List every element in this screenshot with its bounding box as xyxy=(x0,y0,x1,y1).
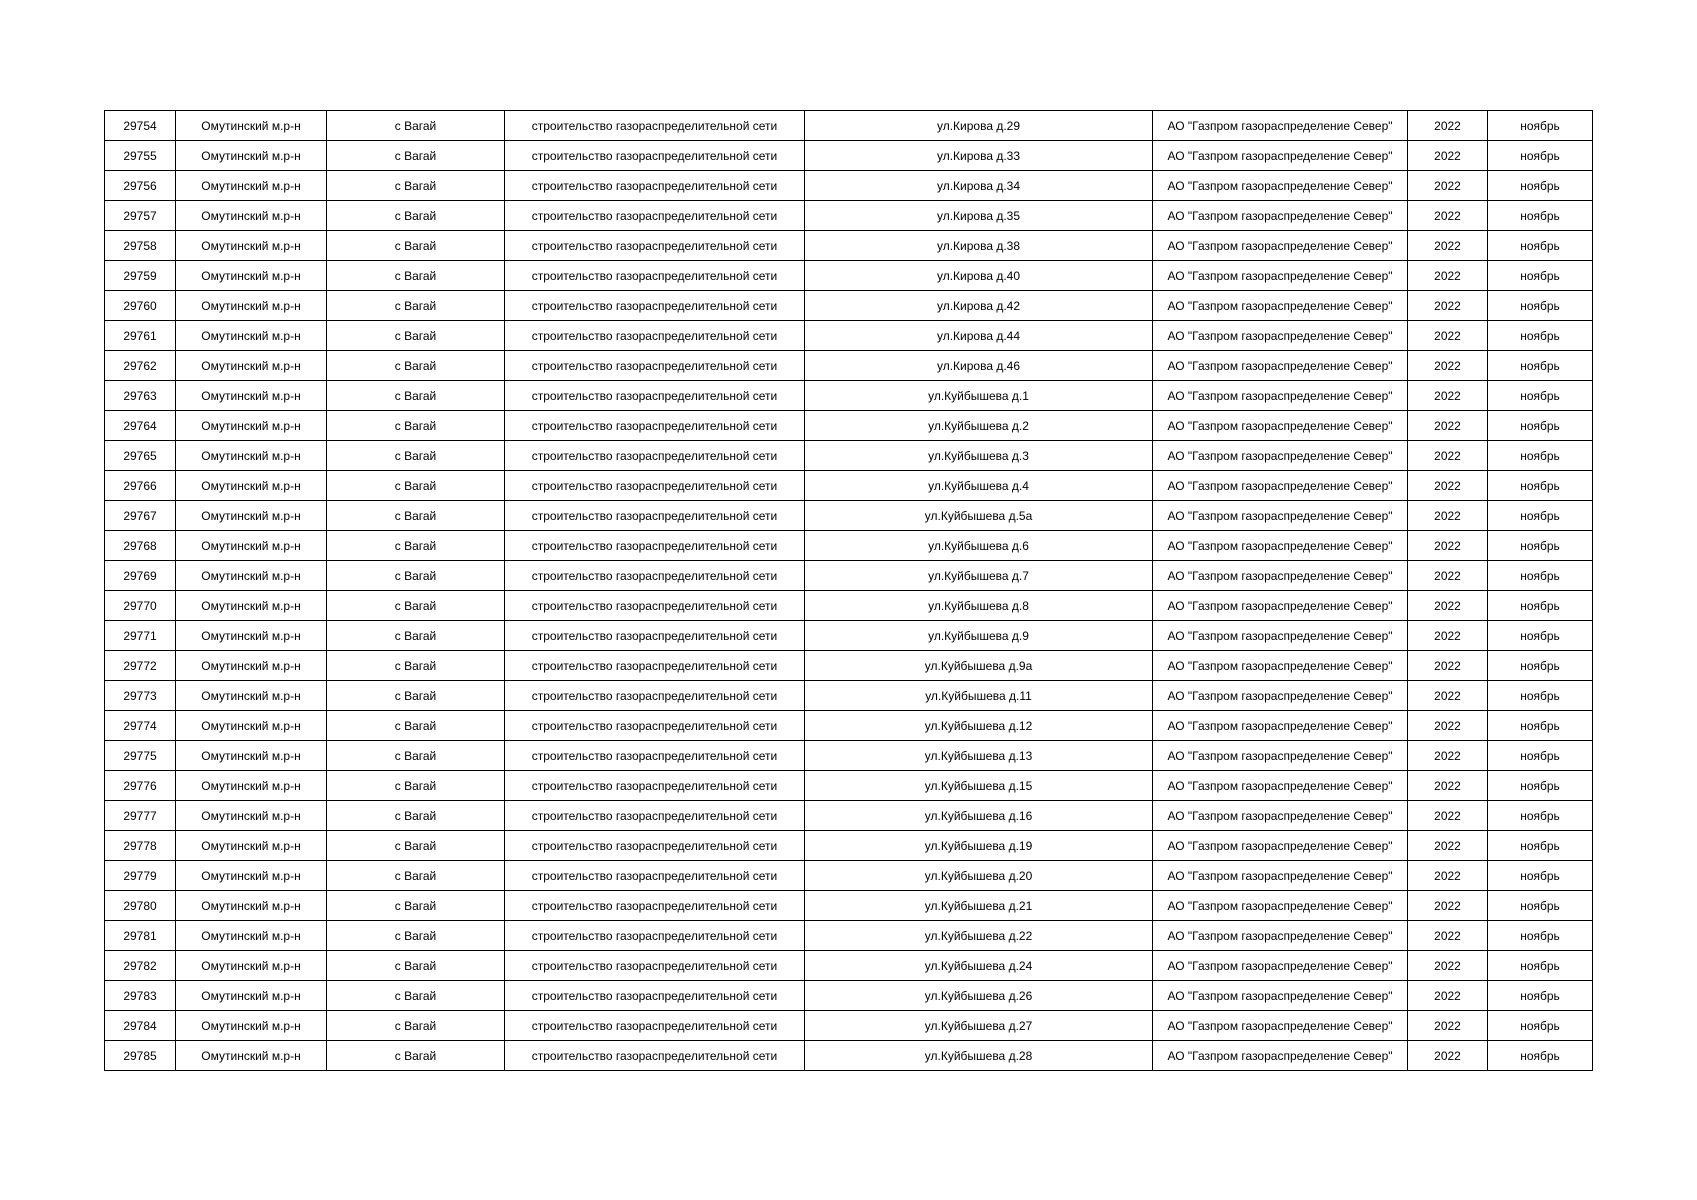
month-cell: ноябрь xyxy=(1488,1041,1593,1071)
month-cell: ноябрь xyxy=(1488,441,1593,471)
year-cell: 2022 xyxy=(1408,531,1488,561)
work-type-cell: строительство газораспределительной сети xyxy=(505,141,805,171)
address-cell: ул.Куйбышева д.9а xyxy=(805,651,1153,681)
work-type-cell: строительство газораспределительной сети xyxy=(505,261,805,291)
district-cell: Омутинский м.р-н xyxy=(176,921,327,951)
settlement-cell: с Вагай xyxy=(327,381,505,411)
month-cell: ноябрь xyxy=(1488,951,1593,981)
record-number-cell: 29780 xyxy=(105,891,176,921)
address-cell: ул.Куйбышева д.1 xyxy=(805,381,1153,411)
district-cell: Омутинский м.р-н xyxy=(176,261,327,291)
year-cell: 2022 xyxy=(1408,951,1488,981)
year-cell: 2022 xyxy=(1408,711,1488,741)
district-cell: Омутинский м.р-н xyxy=(176,321,327,351)
settlement-cell: с Вагай xyxy=(327,621,505,651)
month-cell: ноябрь xyxy=(1488,201,1593,231)
work-type-cell: строительство газораспределительной сети xyxy=(505,441,805,471)
work-type-cell: строительство газораспределительной сети xyxy=(505,651,805,681)
table-row xyxy=(105,231,1593,261)
record-number-cell: 29756 xyxy=(105,171,176,201)
record-number-cell: 29778 xyxy=(105,831,176,861)
work-type-cell: строительство газораспределительной сети xyxy=(505,681,805,711)
work-type-cell: строительство газораспределительной сети xyxy=(505,1011,805,1041)
year-cell: 2022 xyxy=(1408,621,1488,651)
month-cell: ноябрь xyxy=(1488,981,1593,1011)
month-cell: ноябрь xyxy=(1488,471,1593,501)
organization-cell: АО "Газпром газораспределение Север" xyxy=(1153,381,1408,411)
table-row xyxy=(105,951,1593,981)
district-cell: Омутинский м.р-н xyxy=(176,861,327,891)
address-cell: ул.Кирова д.42 xyxy=(805,291,1153,321)
record-number-cell: 29784 xyxy=(105,1011,176,1041)
organization-cell: АО "Газпром газораспределение Север" xyxy=(1153,291,1408,321)
address-cell: ул.Куйбышева д.6 xyxy=(805,531,1153,561)
year-cell: 2022 xyxy=(1408,171,1488,201)
record-number-cell: 29762 xyxy=(105,351,176,381)
record-number-cell: 29760 xyxy=(105,291,176,321)
table-row xyxy=(105,861,1593,891)
table-row xyxy=(105,801,1593,831)
organization-cell: АО "Газпром газораспределение Север" xyxy=(1153,951,1408,981)
month-cell: ноябрь xyxy=(1488,891,1593,921)
organization-cell: АО "Газпром газораспределение Север" xyxy=(1153,891,1408,921)
year-cell: 2022 xyxy=(1408,501,1488,531)
organization-cell: АО "Газпром газораспределение Север" xyxy=(1153,771,1408,801)
year-cell: 2022 xyxy=(1408,591,1488,621)
district-cell: Омутинский м.р-н xyxy=(176,171,327,201)
district-cell: Омутинский м.р-н xyxy=(176,411,327,441)
district-cell: Омутинский м.р-н xyxy=(176,501,327,531)
table-row xyxy=(105,141,1593,171)
table-row xyxy=(105,321,1593,351)
record-number-cell: 29775 xyxy=(105,741,176,771)
table-row xyxy=(105,681,1593,711)
table-row xyxy=(105,381,1593,411)
work-type-cell: строительство газораспределительной сети xyxy=(505,531,805,561)
year-cell: 2022 xyxy=(1408,921,1488,951)
address-cell: ул.Куйбышева д.12 xyxy=(805,711,1153,741)
address-cell: ул.Кирова д.35 xyxy=(805,201,1153,231)
work-type-cell: строительство газораспределительной сети xyxy=(505,711,805,741)
address-cell: ул.Куйбышева д.7 xyxy=(805,561,1153,591)
record-number-cell: 29765 xyxy=(105,441,176,471)
month-cell: ноябрь xyxy=(1488,291,1593,321)
year-cell: 2022 xyxy=(1408,321,1488,351)
organization-cell: АО "Газпром газораспределение Север" xyxy=(1153,831,1408,861)
settlement-cell: с Вагай xyxy=(327,921,505,951)
month-cell: ноябрь xyxy=(1488,861,1593,891)
work-type-cell: строительство газораспределительной сети xyxy=(505,171,805,201)
table-row xyxy=(105,651,1593,681)
organization-cell: АО "Газпром газораспределение Север" xyxy=(1153,561,1408,591)
address-cell: ул.Кирова д.44 xyxy=(805,321,1153,351)
organization-cell: АО "Газпром газораспределение Север" xyxy=(1153,1041,1408,1071)
table-row xyxy=(105,561,1593,591)
address-cell: ул.Куйбышева д.8 xyxy=(805,591,1153,621)
settlement-cell: с Вагай xyxy=(327,801,505,831)
month-cell: ноябрь xyxy=(1488,801,1593,831)
table-row xyxy=(105,111,1593,141)
year-cell: 2022 xyxy=(1408,411,1488,441)
address-cell: ул.Куйбышева д.4 xyxy=(805,471,1153,501)
year-cell: 2022 xyxy=(1408,201,1488,231)
organization-cell: АО "Газпром газораспределение Север" xyxy=(1153,621,1408,651)
settlement-cell: с Вагай xyxy=(327,441,505,471)
organization-cell: АО "Газпром газораспределение Север" xyxy=(1153,651,1408,681)
settlement-cell: с Вагай xyxy=(327,711,505,741)
district-cell: Омутинский м.р-н xyxy=(176,471,327,501)
district-cell: Омутинский м.р-н xyxy=(176,291,327,321)
organization-cell: АО "Газпром газораспределение Север" xyxy=(1153,861,1408,891)
settlement-cell: с Вагай xyxy=(327,321,505,351)
organization-cell: АО "Газпром газораспределение Север" xyxy=(1153,1011,1408,1041)
settlement-cell: с Вагай xyxy=(327,891,505,921)
organization-cell: АО "Газпром газораспределение Север" xyxy=(1153,711,1408,741)
month-cell: ноябрь xyxy=(1488,681,1593,711)
work-type-cell: строительство газораспределительной сети xyxy=(505,411,805,441)
address-cell: ул.Куйбышева д.13 xyxy=(805,741,1153,771)
year-cell: 2022 xyxy=(1408,111,1488,141)
table-row xyxy=(105,831,1593,861)
work-type-cell: строительство газораспределительной сети xyxy=(505,351,805,381)
month-cell: ноябрь xyxy=(1488,741,1593,771)
work-type-cell: строительство газораспределительной сети xyxy=(505,591,805,621)
work-type-cell: строительство газораспределительной сети xyxy=(505,921,805,951)
work-type-cell: строительство газораспределительной сети xyxy=(505,201,805,231)
month-cell: ноябрь xyxy=(1488,831,1593,861)
address-cell: ул.Куйбышева д.11 xyxy=(805,681,1153,711)
year-cell: 2022 xyxy=(1408,291,1488,321)
district-cell: Омутинский м.р-н xyxy=(176,561,327,591)
record-number-cell: 29782 xyxy=(105,951,176,981)
year-cell: 2022 xyxy=(1408,141,1488,171)
organization-cell: АО "Газпром газораспределение Север" xyxy=(1153,141,1408,171)
table-row xyxy=(105,441,1593,471)
settlement-cell: с Вагай xyxy=(327,861,505,891)
table-row xyxy=(105,351,1593,381)
record-number-cell: 29764 xyxy=(105,411,176,441)
organization-cell: АО "Газпром газораспределение Север" xyxy=(1153,111,1408,141)
district-cell: Омутинский м.р-н xyxy=(176,1041,327,1071)
address-cell: ул.Куйбышева д.21 xyxy=(805,891,1153,921)
year-cell: 2022 xyxy=(1408,351,1488,381)
district-cell: Омутинский м.р-н xyxy=(176,591,327,621)
address-cell: ул.Кирова д.33 xyxy=(805,141,1153,171)
month-cell: ноябрь xyxy=(1488,171,1593,201)
table-row xyxy=(105,501,1593,531)
address-cell: ул.Куйбышева д.27 xyxy=(805,1011,1153,1041)
table-row xyxy=(105,291,1593,321)
settlement-cell: с Вагай xyxy=(327,531,505,561)
settlement-cell: с Вагай xyxy=(327,1011,505,1041)
district-cell: Омутинский м.р-н xyxy=(176,441,327,471)
record-number-cell: 29767 xyxy=(105,501,176,531)
work-type-cell: строительство газораспределительной сети xyxy=(505,951,805,981)
record-number-cell: 29779 xyxy=(105,861,176,891)
settlement-cell: с Вагай xyxy=(327,561,505,591)
address-cell: ул.Кирова д.34 xyxy=(805,171,1153,201)
table-row xyxy=(105,591,1593,621)
settlement-cell: с Вагай xyxy=(327,261,505,291)
district-cell: Омутинский м.р-н xyxy=(176,681,327,711)
address-cell: ул.Куйбышева д.3 xyxy=(805,441,1153,471)
table-row xyxy=(105,621,1593,651)
address-cell: ул.Куйбышева д.26 xyxy=(805,981,1153,1011)
settlement-cell: с Вагай xyxy=(327,501,505,531)
month-cell: ноябрь xyxy=(1488,531,1593,561)
settlement-cell: с Вагай xyxy=(327,741,505,771)
month-cell: ноябрь xyxy=(1488,771,1593,801)
record-number-cell: 29770 xyxy=(105,591,176,621)
address-cell: ул.Кирова д.29 xyxy=(805,111,1153,141)
year-cell: 2022 xyxy=(1408,1011,1488,1041)
month-cell: ноябрь xyxy=(1488,321,1593,351)
organization-cell: АО "Газпром газораспределение Север" xyxy=(1153,231,1408,261)
table-row xyxy=(105,411,1593,441)
address-cell: ул.Куйбышева д.2 xyxy=(805,411,1153,441)
organization-cell: АО "Газпром газораспределение Север" xyxy=(1153,171,1408,201)
table-row xyxy=(105,741,1593,771)
record-number-cell: 29758 xyxy=(105,231,176,261)
table-body xyxy=(105,111,1593,1071)
year-cell: 2022 xyxy=(1408,441,1488,471)
data-table xyxy=(104,110,1593,1071)
work-type-cell: строительство газораспределительной сети xyxy=(505,471,805,501)
settlement-cell: с Вагай xyxy=(327,1041,505,1071)
settlement-cell: с Вагай xyxy=(327,651,505,681)
work-type-cell: строительство газораспределительной сети xyxy=(505,861,805,891)
organization-cell: АО "Газпром газораспределение Север" xyxy=(1153,741,1408,771)
record-number-cell: 29757 xyxy=(105,201,176,231)
year-cell: 2022 xyxy=(1408,561,1488,591)
table-row xyxy=(105,531,1593,561)
address-cell: ул.Куйбышева д.20 xyxy=(805,861,1153,891)
record-number-cell: 29776 xyxy=(105,771,176,801)
table-row xyxy=(105,921,1593,951)
organization-cell: АО "Газпром газораспределение Север" xyxy=(1153,441,1408,471)
year-cell: 2022 xyxy=(1408,801,1488,831)
address-cell: ул.Куйбышева д.28 xyxy=(805,1041,1153,1071)
year-cell: 2022 xyxy=(1408,741,1488,771)
settlement-cell: с Вагай xyxy=(327,981,505,1011)
table-row xyxy=(105,471,1593,501)
settlement-cell: с Вагай xyxy=(327,351,505,381)
table-row xyxy=(105,981,1593,1011)
record-number-cell: 29785 xyxy=(105,1041,176,1071)
month-cell: ноябрь xyxy=(1488,111,1593,141)
organization-cell: АО "Газпром газораспределение Север" xyxy=(1153,531,1408,561)
year-cell: 2022 xyxy=(1408,651,1488,681)
month-cell: ноябрь xyxy=(1488,351,1593,381)
year-cell: 2022 xyxy=(1408,861,1488,891)
organization-cell: АО "Газпром газораспределение Север" xyxy=(1153,981,1408,1011)
organization-cell: АО "Газпром газораспределение Север" xyxy=(1153,801,1408,831)
year-cell: 2022 xyxy=(1408,1041,1488,1071)
month-cell: ноябрь xyxy=(1488,561,1593,591)
table-row xyxy=(105,201,1593,231)
organization-cell: АО "Газпром газораспределение Север" xyxy=(1153,411,1408,441)
district-cell: Омутинский м.р-н xyxy=(176,351,327,381)
organization-cell: АО "Газпром газораспределение Север" xyxy=(1153,921,1408,951)
record-number-cell: 29771 xyxy=(105,621,176,651)
record-number-cell: 29772 xyxy=(105,651,176,681)
work-type-cell: строительство газораспределительной сети xyxy=(505,381,805,411)
work-type-cell: строительство газораспределительной сети xyxy=(505,741,805,771)
district-cell: Омутинский м.р-н xyxy=(176,981,327,1011)
organization-cell: АО "Газпром газораспределение Север" xyxy=(1153,351,1408,381)
table-row xyxy=(105,771,1593,801)
year-cell: 2022 xyxy=(1408,981,1488,1011)
work-type-cell: строительство газораспределительной сети xyxy=(505,981,805,1011)
table-row xyxy=(105,1011,1593,1041)
address-cell: ул.Кирова д.46 xyxy=(805,351,1153,381)
year-cell: 2022 xyxy=(1408,471,1488,501)
table-row xyxy=(105,261,1593,291)
address-cell: ул.Кирова д.40 xyxy=(805,261,1153,291)
address-cell: ул.Куйбышева д.9 xyxy=(805,621,1153,651)
work-type-cell: строительство газораспределительной сети xyxy=(505,561,805,591)
year-cell: 2022 xyxy=(1408,831,1488,861)
settlement-cell: с Вагай xyxy=(327,591,505,621)
settlement-cell: с Вагай xyxy=(327,201,505,231)
organization-cell: АО "Газпром газораспределение Север" xyxy=(1153,591,1408,621)
district-cell: Омутинский м.р-н xyxy=(176,111,327,141)
settlement-cell: с Вагай xyxy=(327,291,505,321)
work-type-cell: строительство газораспределительной сети xyxy=(505,1041,805,1071)
record-number-cell: 29783 xyxy=(105,981,176,1011)
record-number-cell: 29781 xyxy=(105,921,176,951)
record-number-cell: 29774 xyxy=(105,711,176,741)
settlement-cell: с Вагай xyxy=(327,681,505,711)
table-row xyxy=(105,711,1593,741)
address-cell: ул.Куйбышева д.22 xyxy=(805,921,1153,951)
work-type-cell: строительство газораспределительной сети xyxy=(505,891,805,921)
district-cell: Омутинский м.р-н xyxy=(176,651,327,681)
organization-cell: АО "Газпром газораспределение Север" xyxy=(1153,261,1408,291)
district-cell: Омутинский м.р-н xyxy=(176,1011,327,1041)
record-number-cell: 29768 xyxy=(105,531,176,561)
record-number-cell: 29769 xyxy=(105,561,176,591)
organization-cell: АО "Газпром газораспределение Север" xyxy=(1153,321,1408,351)
address-cell: ул.Куйбышева д.5а xyxy=(805,501,1153,531)
work-type-cell: строительство газораспределительной сети xyxy=(505,831,805,861)
record-number-cell: 29766 xyxy=(105,471,176,501)
record-number-cell: 29755 xyxy=(105,141,176,171)
work-type-cell: строительство газораспределительной сети xyxy=(505,501,805,531)
record-number-cell: 29759 xyxy=(105,261,176,291)
month-cell: ноябрь xyxy=(1488,621,1593,651)
record-number-cell: 29761 xyxy=(105,321,176,351)
district-cell: Омутинский м.р-н xyxy=(176,231,327,261)
year-cell: 2022 xyxy=(1408,231,1488,261)
district-cell: Омутинский м.р-н xyxy=(176,201,327,231)
address-cell: ул.Кирова д.38 xyxy=(805,231,1153,261)
month-cell: ноябрь xyxy=(1488,141,1593,171)
address-cell: ул.Куйбышева д.16 xyxy=(805,801,1153,831)
month-cell: ноябрь xyxy=(1488,921,1593,951)
district-cell: Омутинский м.р-н xyxy=(176,801,327,831)
district-cell: Омутинский м.р-н xyxy=(176,741,327,771)
month-cell: ноябрь xyxy=(1488,411,1593,441)
organization-cell: АО "Газпром газораспределение Север" xyxy=(1153,501,1408,531)
record-number-cell: 29754 xyxy=(105,111,176,141)
year-cell: 2022 xyxy=(1408,681,1488,711)
address-cell: ул.Куйбышева д.24 xyxy=(805,951,1153,981)
table-row xyxy=(105,891,1593,921)
settlement-cell: с Вагай xyxy=(327,141,505,171)
district-cell: Омутинский м.р-н xyxy=(176,381,327,411)
year-cell: 2022 xyxy=(1408,771,1488,801)
month-cell: ноябрь xyxy=(1488,711,1593,741)
organization-cell: АО "Газпром газораспределение Север" xyxy=(1153,201,1408,231)
district-cell: Омутинский м.р-н xyxy=(176,831,327,861)
settlement-cell: с Вагай xyxy=(327,951,505,981)
work-type-cell: строительство газораспределительной сети xyxy=(505,621,805,651)
table-row xyxy=(105,171,1593,201)
address-cell: ул.Куйбышева д.15 xyxy=(805,771,1153,801)
settlement-cell: с Вагай xyxy=(327,411,505,441)
address-cell: ул.Куйбышева д.19 xyxy=(805,831,1153,861)
record-number-cell: 29763 xyxy=(105,381,176,411)
month-cell: ноябрь xyxy=(1488,1011,1593,1041)
month-cell: ноябрь xyxy=(1488,261,1593,291)
work-type-cell: строительство газораспределительной сети xyxy=(505,291,805,321)
work-type-cell: строительство газораспределительной сети xyxy=(505,231,805,261)
record-number-cell: 29777 xyxy=(105,801,176,831)
work-type-cell: строительство газораспределительной сети xyxy=(505,801,805,831)
record-number-cell: 29773 xyxy=(105,681,176,711)
table-row xyxy=(105,1041,1593,1071)
organization-cell: АО "Газпром газораспределение Север" xyxy=(1153,681,1408,711)
settlement-cell: с Вагай xyxy=(327,231,505,261)
month-cell: ноябрь xyxy=(1488,381,1593,411)
settlement-cell: с Вагай xyxy=(327,771,505,801)
settlement-cell: с Вагай xyxy=(327,471,505,501)
district-cell: Омутинский м.р-н xyxy=(176,711,327,741)
month-cell: ноябрь xyxy=(1488,231,1593,261)
district-cell: Омутинский м.р-н xyxy=(176,891,327,921)
month-cell: ноябрь xyxy=(1488,651,1593,681)
district-cell: Омутинский м.р-н xyxy=(176,531,327,561)
month-cell: ноябрь xyxy=(1488,591,1593,621)
work-type-cell: строительство газораспределительной сети xyxy=(505,771,805,801)
year-cell: 2022 xyxy=(1408,891,1488,921)
district-cell: Омутинский м.р-н xyxy=(176,141,327,171)
month-cell: ноябрь xyxy=(1488,501,1593,531)
settlement-cell: с Вагай xyxy=(327,111,505,141)
settlement-cell: с Вагай xyxy=(327,171,505,201)
work-type-cell: строительство газораспределительной сети xyxy=(505,321,805,351)
district-cell: Омутинский м.р-н xyxy=(176,621,327,651)
settlement-cell: с Вагай xyxy=(327,831,505,861)
district-cell: Омутинский м.р-н xyxy=(176,771,327,801)
year-cell: 2022 xyxy=(1408,381,1488,411)
organization-cell: АО "Газпром газораспределение Север" xyxy=(1153,471,1408,501)
district-cell: Омутинский м.р-н xyxy=(176,951,327,981)
year-cell: 2022 xyxy=(1408,261,1488,291)
work-type-cell: строительство газораспределительной сети xyxy=(505,111,805,141)
